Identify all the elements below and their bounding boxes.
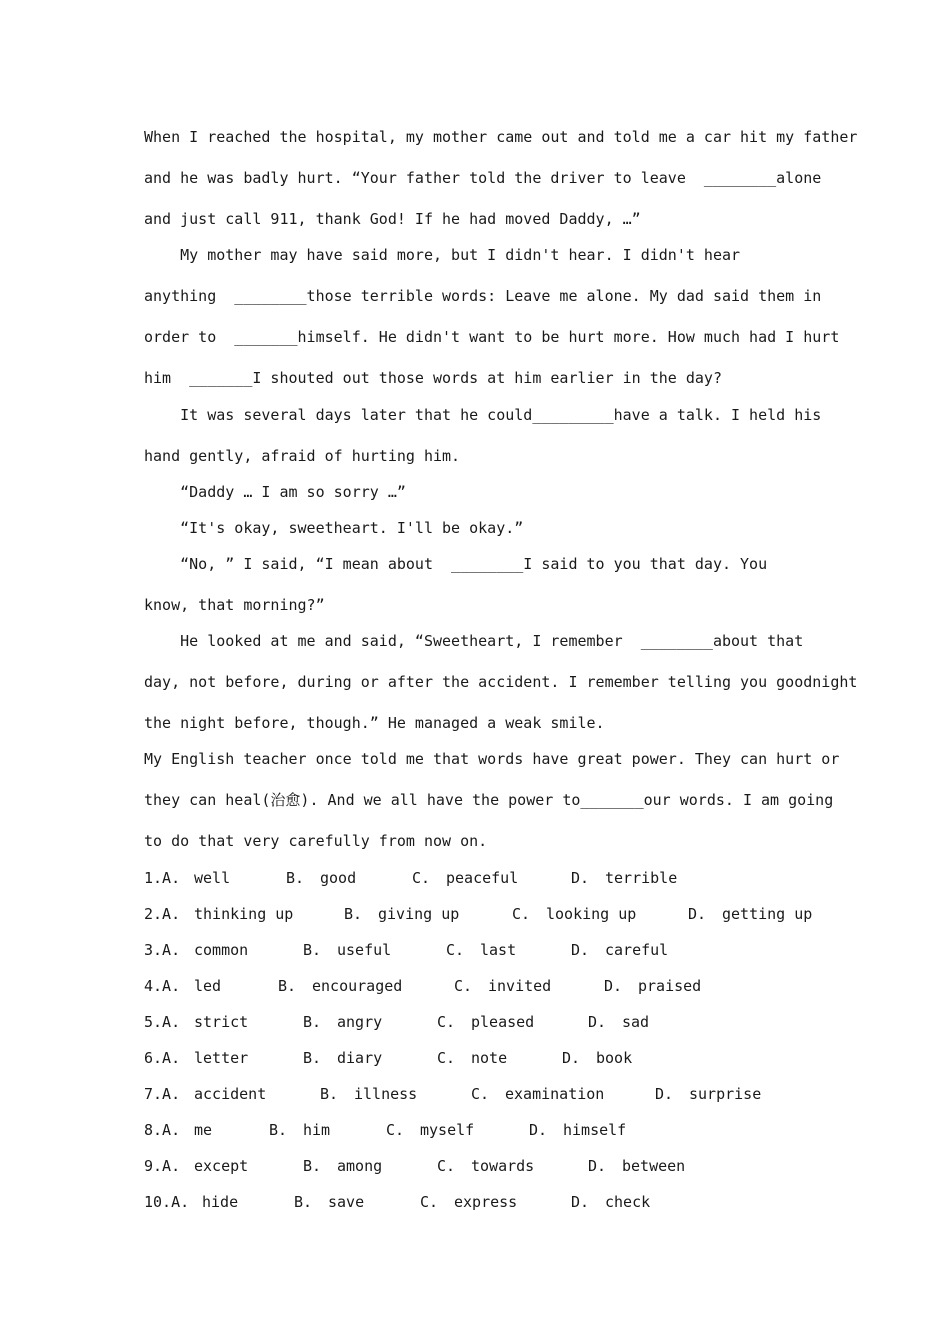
- passage-line: hand gently, afraid of hurting him.: [144, 447, 461, 465]
- option-b-label: B.: [278, 977, 297, 995]
- passage-line: He looked at me and said, “Sweetheart, I remember ________about that: [144, 632, 804, 650]
- option-d: check: [605, 1193, 651, 1211]
- option-c-label: C.: [412, 869, 431, 887]
- option-b-label: B.: [303, 1013, 322, 1031]
- question-number: 3.A.: [144, 941, 181, 959]
- passage-line: When I reached the hospital, my mother came out and told me a car hit my father: [144, 128, 858, 146]
- option-d-label: D.: [588, 1157, 607, 1175]
- option-a: well: [194, 869, 231, 887]
- option-c-label: C.: [386, 1121, 405, 1139]
- option-d: himself: [563, 1121, 627, 1139]
- option-c: invited: [488, 977, 552, 995]
- option-d-label: D.: [571, 941, 590, 959]
- option-a: thinking up: [194, 905, 294, 923]
- option-a: hide: [202, 1193, 239, 1211]
- passage-line: “Daddy … I am so sorry …”: [144, 483, 406, 501]
- option-c-label: C.: [512, 905, 531, 923]
- question-number: 8.A.: [144, 1121, 181, 1139]
- option-d: careful: [605, 941, 669, 959]
- option-b: angry: [337, 1013, 383, 1031]
- option-d-label: D.: [604, 977, 623, 995]
- option-b-label: B.: [294, 1193, 313, 1211]
- option-d-label: D.: [588, 1013, 607, 1031]
- option-b-label: B.: [344, 905, 363, 923]
- option-a: strict: [194, 1013, 249, 1031]
- option-b: useful: [337, 941, 392, 959]
- option-d: book: [596, 1049, 633, 1067]
- option-b: diary: [337, 1049, 383, 1067]
- question-number: 10.A.: [144, 1193, 190, 1211]
- option-c-label: C.: [437, 1013, 456, 1031]
- option-a: except: [194, 1157, 249, 1175]
- option-b-label: B.: [303, 941, 322, 959]
- question-number: 6.A.: [144, 1049, 181, 1067]
- option-d: surprise: [689, 1085, 762, 1103]
- option-b-label: B.: [320, 1085, 339, 1103]
- passage-line: they can heal(治愈). And we all have the power to_______our words. I am going: [144, 791, 834, 809]
- option-a: common: [194, 941, 249, 959]
- option-c: pleased: [471, 1013, 535, 1031]
- passage-line: “It's okay, sweetheart. I'll be okay.”: [144, 519, 524, 537]
- option-b-label: B.: [303, 1049, 322, 1067]
- option-d: sad: [622, 1013, 650, 1031]
- passage-line: and just call 911, thank God! If he had moved Daddy, …”: [144, 210, 641, 228]
- option-c: looking up: [546, 905, 637, 923]
- question-number: 9.A.: [144, 1157, 181, 1175]
- passage-line: It was several days later that he could_________have a talk. I held his: [144, 406, 822, 424]
- option-c: towards: [471, 1157, 535, 1175]
- passage-line: know, that morning?”: [144, 596, 325, 614]
- option-c-label: C.: [471, 1085, 490, 1103]
- option-d-label: D.: [688, 905, 707, 923]
- option-b: illness: [354, 1085, 418, 1103]
- option-b-label: B.: [286, 869, 305, 887]
- option-d: getting up: [722, 905, 813, 923]
- option-d: terrible: [605, 869, 678, 887]
- option-d-label: D.: [529, 1121, 548, 1139]
- option-b: good: [320, 869, 357, 887]
- option-c-label: C.: [437, 1157, 456, 1175]
- option-a: led: [194, 977, 222, 995]
- option-d-label: D.: [655, 1085, 674, 1103]
- passage-line: to do that very carefully from now on.: [144, 832, 488, 850]
- option-a: letter: [194, 1049, 249, 1067]
- option-d-label: D.: [562, 1049, 581, 1067]
- option-b: encouraged: [312, 977, 403, 995]
- passage-line: him _______I shouted out those words at him earlier in the day?: [144, 369, 722, 387]
- option-b: among: [337, 1157, 383, 1175]
- option-b: save: [328, 1193, 365, 1211]
- option-a: accident: [194, 1085, 267, 1103]
- option-b-label: B.: [303, 1157, 322, 1175]
- option-c-label: C.: [454, 977, 473, 995]
- option-c-label: C.: [446, 941, 465, 959]
- option-b: giving up: [378, 905, 460, 923]
- option-c: note: [471, 1049, 508, 1067]
- option-c-label: C.: [437, 1049, 456, 1067]
- passage-line: My mother may have said more, but I didn't hear. I didn't hear: [144, 246, 741, 264]
- question-number: 7.A.: [144, 1085, 181, 1103]
- option-c: myself: [420, 1121, 475, 1139]
- passage-line: day, not before, during or after the accident. I remember telling you goodnight: [144, 673, 858, 691]
- option-c-label: C.: [420, 1193, 439, 1211]
- option-d-label: D.: [571, 869, 590, 887]
- option-d: praised: [638, 977, 702, 995]
- option-d-label: D.: [571, 1193, 590, 1211]
- option-b: him: [303, 1121, 331, 1139]
- option-a: me: [194, 1121, 213, 1139]
- passage-line: “No, ” I said, “I mean about ________I said to you that day. You: [144, 555, 768, 573]
- option-c: peaceful: [446, 869, 519, 887]
- option-d: between: [622, 1157, 686, 1175]
- passage-line: My English teacher once told me that words have great power. They can hurt or: [144, 750, 840, 768]
- option-c: express: [454, 1193, 518, 1211]
- option-c: examination: [505, 1085, 605, 1103]
- question-number: 1.A.: [144, 869, 181, 887]
- option-c: last: [480, 941, 517, 959]
- option-b-label: B.: [269, 1121, 288, 1139]
- question-number: 4.A.: [144, 977, 181, 995]
- passage-line: the night before, though.” He managed a weak smile.: [144, 714, 605, 732]
- passage-line: anything ________those terrible words: Leave me alone. My dad said them in: [144, 287, 822, 305]
- question-number: 2.A.: [144, 905, 181, 923]
- passage-line: and he was badly hurt. “Your father told the driver to leave ________alone: [144, 169, 822, 187]
- question-number: 5.A.: [144, 1013, 181, 1031]
- passage-line: order to _______himself. He didn't want to be hurt more. How much had I hurt: [144, 328, 840, 346]
